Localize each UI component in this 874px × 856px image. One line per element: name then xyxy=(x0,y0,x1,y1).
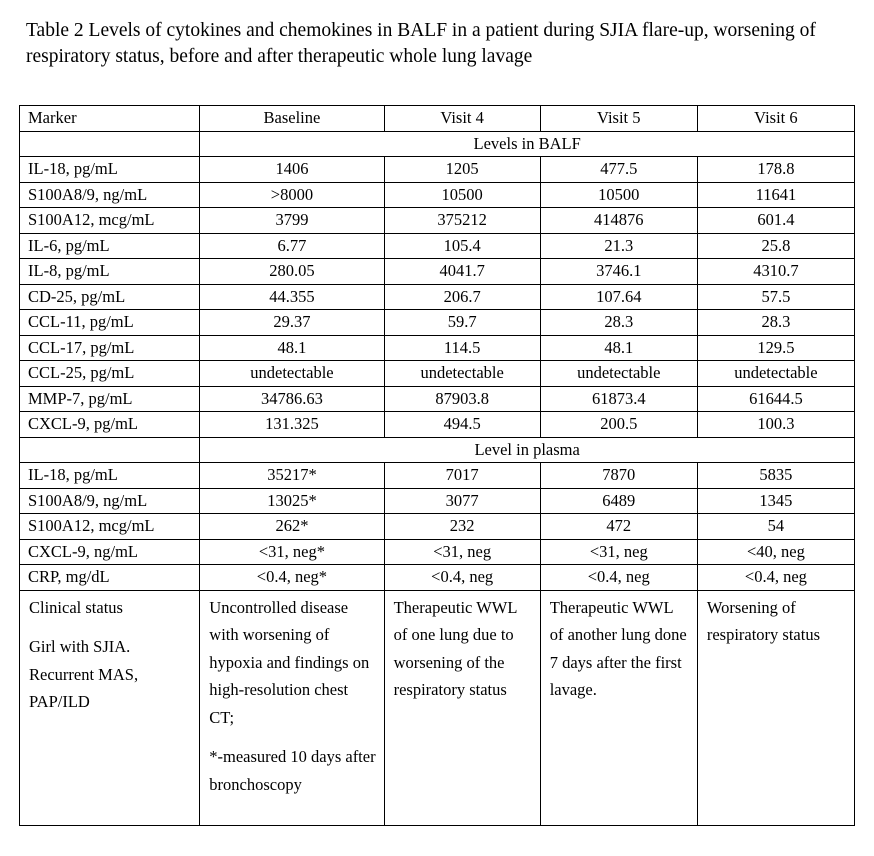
table-row xyxy=(20,386,855,412)
marker-cell: CD-25, pg/mL xyxy=(20,284,200,310)
value-cell: 25.8 xyxy=(697,233,854,259)
value-cell: 3077 xyxy=(384,488,540,514)
value-cell: undetectable xyxy=(384,361,540,387)
value-cell: 1205 xyxy=(384,157,540,183)
value-cell: 4041.7 xyxy=(384,259,540,285)
header-visit4: Visit 4 xyxy=(384,106,540,132)
marker-cell: CXCL-9, pg/mL xyxy=(20,412,200,438)
table-row xyxy=(20,412,855,438)
table-row xyxy=(20,488,855,514)
value-cell: 107.64 xyxy=(540,284,697,310)
table-row xyxy=(20,233,855,259)
marker-cell: CCL-17, pg/mL xyxy=(20,335,200,361)
value-cell: 105.4 xyxy=(384,233,540,259)
marker-cell: CRP, mg/dL xyxy=(20,565,200,591)
value-cell: 48.1 xyxy=(200,335,384,361)
value-cell: 601.4 xyxy=(697,208,854,234)
clinical-status-label: Clinical status xyxy=(29,597,123,617)
marker-cell: IL-8, pg/mL xyxy=(20,259,200,285)
value-cell: 10500 xyxy=(384,182,540,208)
clinical-patient: Girl with SJIA. Recurrent MAS, PAP/ILD xyxy=(29,637,139,711)
value-cell: 3799 xyxy=(200,208,384,234)
table-row xyxy=(20,565,855,591)
table-row xyxy=(20,208,855,234)
clinical-visit5-cell xyxy=(540,590,697,825)
value-cell: 34786.63 xyxy=(200,386,384,412)
header-baseline: Baseline xyxy=(200,106,384,132)
value-cell: 414876 xyxy=(540,208,697,234)
value-cell: 44.355 xyxy=(200,284,384,310)
clinical-status-cell xyxy=(20,590,200,825)
clinical-visit6-cell xyxy=(697,590,854,825)
value-cell: 21.3 xyxy=(540,233,697,259)
value-cell: 7870 xyxy=(540,463,697,489)
table-row xyxy=(20,284,855,310)
table-row xyxy=(20,157,855,183)
clinical-status-row xyxy=(20,590,855,825)
header-visit5: Visit 5 xyxy=(540,106,697,132)
value-cell: 375212 xyxy=(384,208,540,234)
value-cell: 1345 xyxy=(697,488,854,514)
value-cell: 54 xyxy=(697,514,854,540)
clinical-baseline-text: Uncontrolled disease with worsening of hypoxia and findings on high-resolution chest CT; xyxy=(209,597,370,727)
value-cell: 114.5 xyxy=(384,335,540,361)
value-cell: 1406 xyxy=(200,157,384,183)
clinical-visit5-text: Therapeutic WWL of another lung done 7 days after the first lavage. xyxy=(549,597,687,699)
value-cell: 232 xyxy=(384,514,540,540)
value-cell: <0.4, neg xyxy=(540,565,697,591)
value-cell: 28.3 xyxy=(697,310,854,336)
table-row xyxy=(20,310,855,336)
marker-cell: CCL-11, pg/mL xyxy=(20,310,200,336)
section-label-plasma: Level in plasma xyxy=(200,437,855,463)
marker-cell: IL-6, pg/mL xyxy=(20,233,200,259)
value-cell: 61644.5 xyxy=(697,386,854,412)
value-cell: 131.325 xyxy=(200,412,384,438)
value-cell: 477.5 xyxy=(540,157,697,183)
value-cell: 200.5 xyxy=(540,412,697,438)
section-spacer xyxy=(20,437,200,463)
clinical-visit4-cell xyxy=(384,590,540,825)
value-cell: 61873.4 xyxy=(540,386,697,412)
value-cell: <31, neg xyxy=(384,539,540,565)
table-row xyxy=(20,335,855,361)
value-cell: 262* xyxy=(200,514,384,540)
value-cell: 3746.1 xyxy=(540,259,697,285)
value-cell: <31, neg xyxy=(540,539,697,565)
value-cell: 7017 xyxy=(384,463,540,489)
value-cell: <31, neg* xyxy=(200,539,384,565)
header-visit6: Visit 6 xyxy=(697,106,854,132)
value-cell: 11641 xyxy=(697,182,854,208)
value-cell: 28.3 xyxy=(540,310,697,336)
value-cell: 35217* xyxy=(200,463,384,489)
table-row xyxy=(20,182,855,208)
value-cell: 59.7 xyxy=(384,310,540,336)
marker-cell: S100A8/9, ng/mL xyxy=(20,488,200,514)
marker-cell: S100A12, mcg/mL xyxy=(20,514,200,540)
clinical-visit4-text: Therapeutic WWL of one lung due to worsening of the respiratory status xyxy=(393,597,517,699)
value-cell: 129.5 xyxy=(697,335,854,361)
value-cell: 4310.7 xyxy=(697,259,854,285)
value-cell: 6.77 xyxy=(200,233,384,259)
section-spacer xyxy=(20,131,200,157)
table-row xyxy=(20,361,855,387)
value-cell: 472 xyxy=(540,514,697,540)
value-cell: undetectable xyxy=(200,361,384,387)
marker-cell: CCL-25, pg/mL xyxy=(20,361,200,387)
marker-cell: IL-18, pg/mL xyxy=(20,463,200,489)
section-label-balf: Levels in BALF xyxy=(200,131,855,157)
value-cell: 87903.8 xyxy=(384,386,540,412)
value-cell: 100.3 xyxy=(697,412,854,438)
value-cell: 6489 xyxy=(540,488,697,514)
value-cell: 29.37 xyxy=(200,310,384,336)
value-cell: undetectable xyxy=(540,361,697,387)
marker-cell: S100A8/9, ng/mL xyxy=(20,182,200,208)
header-marker: Marker xyxy=(20,106,200,132)
table-row xyxy=(20,259,855,285)
table-body xyxy=(20,106,855,826)
clinical-baseline-cell xyxy=(200,590,384,825)
section-row-plasma xyxy=(20,437,855,463)
value-cell: 13025* xyxy=(200,488,384,514)
value-cell: 206.7 xyxy=(384,284,540,310)
value-cell: 5835 xyxy=(697,463,854,489)
section-row-balf xyxy=(20,131,855,157)
marker-cell: S100A12, mcg/mL xyxy=(20,208,200,234)
value-cell: 494.5 xyxy=(384,412,540,438)
value-cell: undetectable xyxy=(697,361,854,387)
value-cell: 10500 xyxy=(540,182,697,208)
clinical-baseline-note: *-measured 10 days after bronchoscopy xyxy=(209,747,376,794)
table-row xyxy=(20,514,855,540)
value-cell: <0.4, neg xyxy=(697,565,854,591)
value-cell: 178.8 xyxy=(697,157,854,183)
value-cell: <40, neg xyxy=(697,539,854,565)
value-cell: >8000 xyxy=(200,182,384,208)
header-row xyxy=(20,106,855,132)
table-row xyxy=(20,539,855,565)
clinical-visit6-text: Worsening of respiratory status xyxy=(706,597,821,644)
value-cell: 48.1 xyxy=(540,335,697,361)
value-cell: <0.4, neg* xyxy=(200,565,384,591)
marker-cell: IL-18, pg/mL xyxy=(20,157,200,183)
table-caption: Table 2 Levels of cytokines and chemokines in BALF in a patient during SJIA flare-up, worsening of respiratory status, before and after therapeutic whole lung lavage xyxy=(26,20,816,67)
value-cell: 57.5 xyxy=(697,284,854,310)
table-row xyxy=(20,463,855,489)
marker-cell: MMP-7, pg/mL xyxy=(20,386,200,412)
value-cell: <0.4, neg xyxy=(384,565,540,591)
value-cell: 280.05 xyxy=(200,259,384,285)
cytokine-table xyxy=(19,105,855,826)
marker-cell: CXCL-9, ng/mL xyxy=(20,539,200,565)
